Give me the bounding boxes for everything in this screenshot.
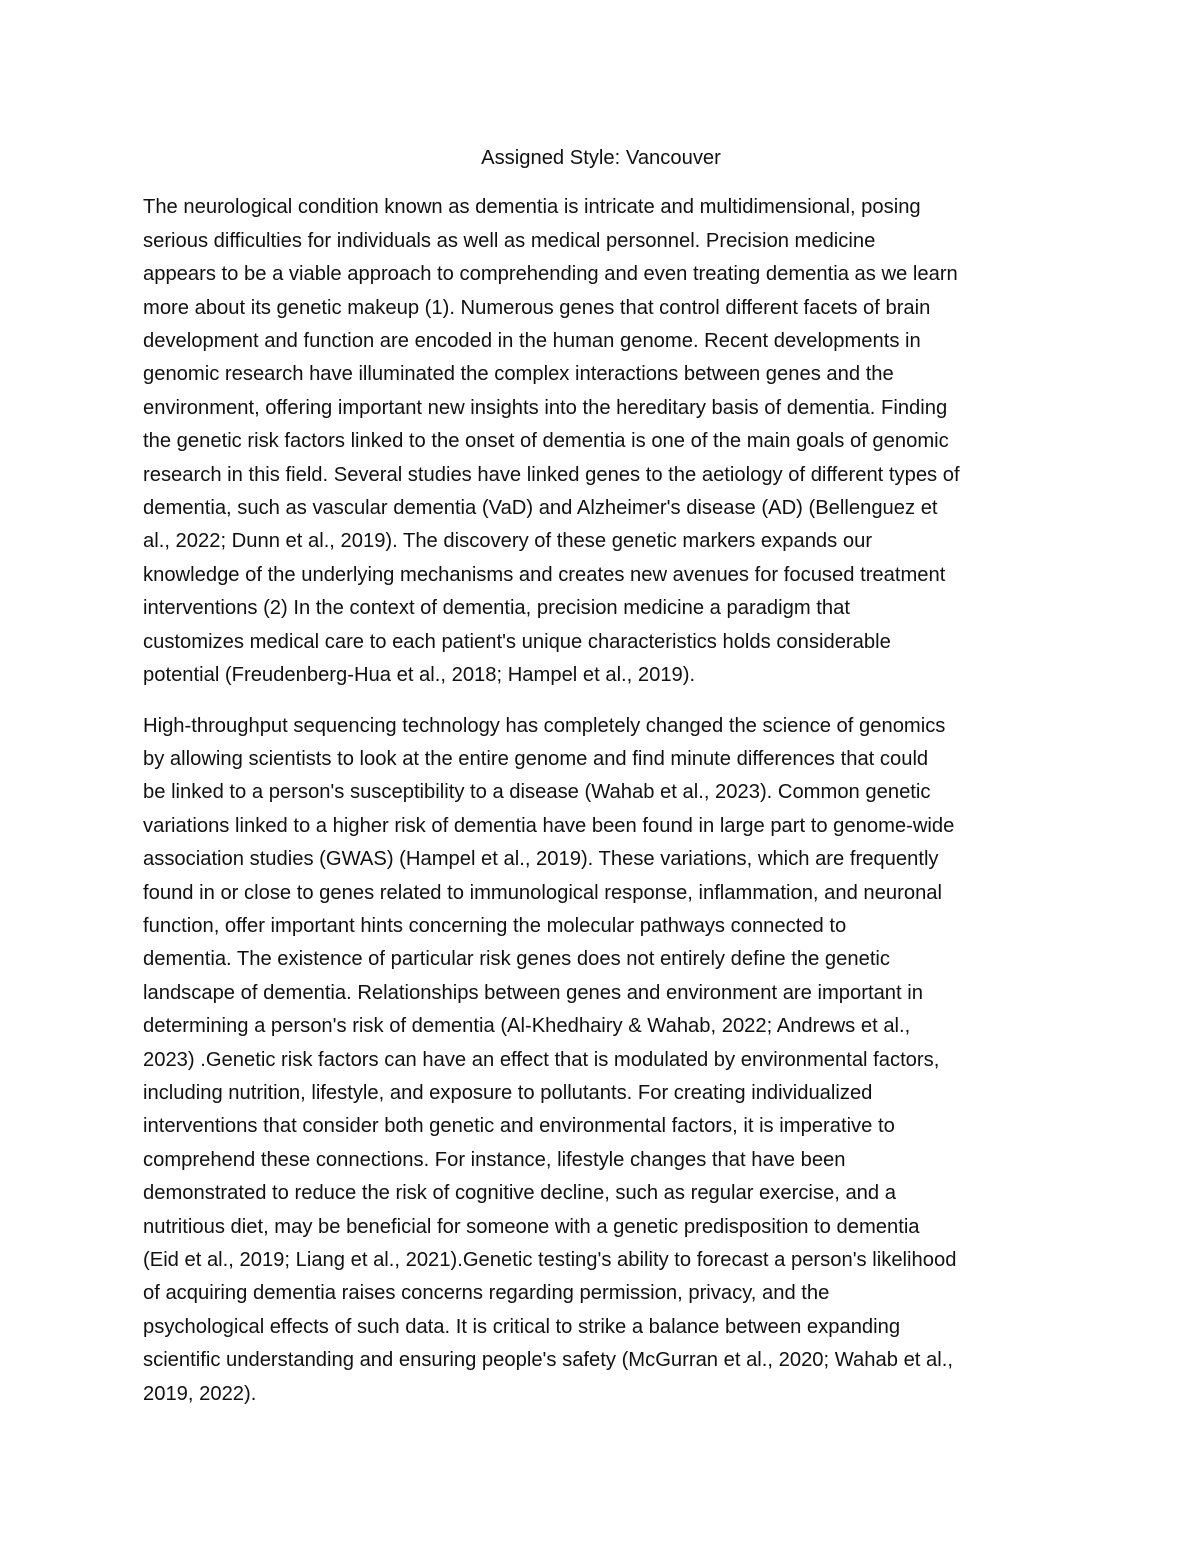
paragraph-line: landscape of dementia. Relationships between genes and environment are important in xyxy=(143,981,923,1004)
paragraph-1 xyxy=(143,191,1059,692)
paragraph-line: serious difficulties for individuals as well as medical personnel. Precision medicine xyxy=(143,229,876,252)
paragraph-line: determining a person's risk of dementia (Al-Khedhairy & Wahab, 2022; Andrews et al., xyxy=(143,1015,911,1038)
paragraph-line: knowledge of the underlying mechanisms and creates new avenues for focused treatment xyxy=(143,563,946,586)
paragraph-line: be linked to a person's susceptibility to a disease (Wahab et al., 2023). Common genetic xyxy=(143,781,931,804)
paragraph-line: nutritious diet, may be beneficial for someone with a genetic predisposition to dementia xyxy=(143,1215,920,1238)
paragraph-line: psychological effects of such data. It is critical to strike a balance between expanding xyxy=(143,1315,901,1338)
document-title: Assigned Style: Vancouver xyxy=(481,147,721,169)
paragraph-line: scientific understanding and ensuring people's safety (McGurran et al., 2020; Wahab et al., xyxy=(143,1349,953,1372)
paragraph-line: demonstrated to reduce the risk of cognitive decline, such as regular exercise, and a xyxy=(143,1182,896,1205)
paragraph-line: association studies (GWAS) (Hampel et al., 2019). These variations, which are frequently xyxy=(143,848,939,871)
paragraph-line: High-throughput sequencing technology has completely changed the science of genomics xyxy=(143,714,946,737)
paragraph-line: of acquiring dementia raises concerns regarding permission, privacy, and the xyxy=(143,1282,830,1305)
paragraph-line: interventions (2) In the context of dementia, precision medicine a paradigm that xyxy=(143,597,850,620)
paragraph-line: appears to be a viable approach to comprehending and even treating dementia as we learn xyxy=(143,263,958,286)
paragraph-line: interventions that consider both genetic and environmental factors, it is imperative to xyxy=(143,1115,895,1138)
paragraph-line: function, offer important hints concerning the molecular pathways connected to xyxy=(143,914,847,937)
paragraph-line: potential (Freudenberg-Hua et al., 2018; Hampel et al., 2019). xyxy=(143,664,696,687)
paragraph-line: comprehend these connections. For instance, lifestyle changes that have been xyxy=(143,1148,846,1171)
paragraph-line: (Eid et al., 2019; Liang et al., 2021).Genetic testing's ability to forecast a person's likelihood xyxy=(143,1249,957,1271)
paragraph-line: environment, offering important new insights into the hereditary basis of dementia. Finding xyxy=(143,396,948,419)
paragraph-2 xyxy=(143,710,1059,1412)
paragraph-line: customizes medical care to each patient's unique characteristics holds considerable xyxy=(143,630,891,653)
paragraph-line: found in or close to genes related to immunological response, inflammation, and neuronal xyxy=(143,881,943,904)
paragraph-line: by allowing scientists to look at the entire genome and find minute differences that could xyxy=(143,747,929,770)
paragraph-line: variations linked to a higher risk of dementia have been found in large part to genome-wide xyxy=(143,814,955,837)
paragraph-line: dementia, such as vascular dementia (VaD) and Alzheimer's disease (AD) (Bellenguez et xyxy=(143,497,938,520)
paragraph-line: research in this field. Several studies have linked genes to the aetiology of different types of xyxy=(143,463,960,486)
paragraph-line: development and function are encoded in the human genome. Recent developments in xyxy=(143,330,921,353)
paragraph-line: al., 2022; Dunn et al., 2019). The discovery of these genetic markers expands our xyxy=(143,530,873,553)
paragraph-line: including nutrition, lifestyle, and exposure to pollutants. For creating individualized xyxy=(143,1081,873,1104)
paragraph-line: dementia. The existence of particular risk genes does not entirely define the genetic xyxy=(143,948,891,971)
paragraph-line: 2023) .Genetic risk factors can have an effect that is modulated by environmental factors, xyxy=(143,1048,940,1071)
paragraph-line: genomic research have illuminated the complex interactions between genes and the xyxy=(143,363,894,386)
paragraph-line: more about its genetic makeup (1). Numerous genes that control different facets of brain xyxy=(143,296,931,319)
document-body xyxy=(143,142,1059,1428)
paragraph-line: The neurological condition known as dementia is intricate and multidimensional, posing xyxy=(143,196,921,219)
paragraph-line: 2019, 2022). xyxy=(143,1382,257,1405)
paragraph-line: the genetic risk factors linked to the onset of dementia is one of the main goals of genomic xyxy=(143,430,949,453)
